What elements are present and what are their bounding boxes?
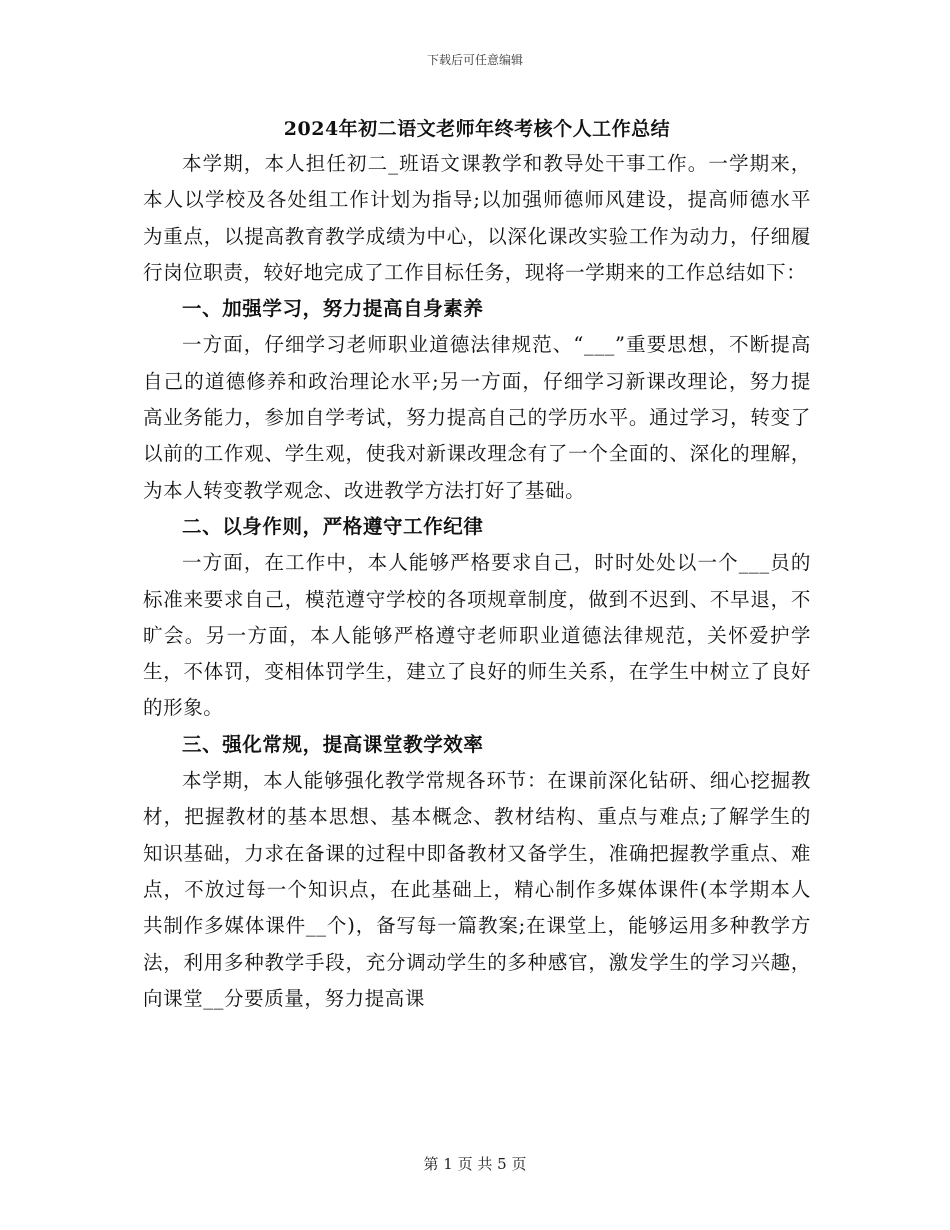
document-body bbox=[143, 112, 811, 1017]
section-1-body: 一方面，仔细学习老师职业道德法律规范、“___”重要思想，不断提高自己的道德修养和政治理论水平;另一方面，仔细学习新课改理论，努力提高业务能力，参加自学考试，努力提高自己的学历水平。通过学习，转变了以前的工作观、学生观，使我对新课改理念有了一个全面的、深化的理解，为本人转变教学观念、改进教学方法打好了基础。 bbox=[143, 333, 811, 502]
header-note: 下载后可任意编辑 bbox=[426, 53, 523, 67]
page-footer: 第 1 页 共 5 页 bbox=[423, 1155, 527, 1173]
section-1-heading: 一、加强学习，努力提高自身素养 bbox=[182, 297, 484, 321]
intro-paragraph: 本学期，本人担任初二_班语文课教学和教导处干事工作。一学期来，本人以学校及各处组工作计划为指导;以加强师德师风建设，提高师德水平为重点，以提高教育教学成绩为中心，以深化课改实验工作为动力，仔细履行岗位职责，较好地完成了工作目标任务，现将一学期来的工作总结如下： bbox=[143, 152, 811, 284]
section-3-body: 本学期，本人能够强化教学常规各环节：在课前深化钻研、细心挖掘教材，把握教材的基本思想、基本概念、教材结构、重点与难点;了解学生的知识基础，力求在备课的过程中即备教材又备学生，准确把握教学重点、难点，不放过每一个知识点，在此基础上，精心制作多媒体课件(本学期本人共制作多媒体课件__个)，备写每一篇教案;在课堂上，能够运用多种教学方法，利用多种教学手段，充分调动学生的多种感官，激发学生的学习兴趣，向课堂__分要质量，努力提高课 bbox=[143, 769, 811, 1010]
section-2-body: 一方面，在工作中，本人能够严格要求自己，时时处处以一个___员的标准来要求自己，模范遵守学校的各项规章制度，做到不迟到、不早退，不旷会。另一方面，本人能够严格遵守老师职业道德法律规范，关怀爱护学生，不体罚，变相体罚学生，建立了良好的师生关系，在学生中树立了良好的形象。 bbox=[143, 551, 811, 720]
section-2-heading: 二、以身作则，严格遵守工作纪律 bbox=[182, 514, 484, 538]
section-3-heading: 三、强化常规，提高课堂教学效率 bbox=[182, 732, 484, 756]
document-title: 2024年初二语文老师年终考核个人工作总结 bbox=[283, 118, 671, 140]
